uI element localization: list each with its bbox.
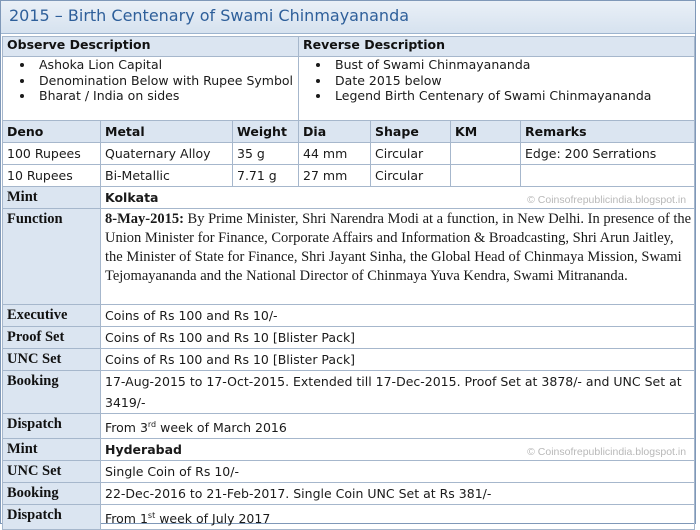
observe-header: Observe Description	[3, 37, 299, 57]
coin-shape: Circular	[371, 165, 451, 187]
dispatch-ordinal: rd	[147, 420, 157, 429]
reverse-header: Reverse Description	[299, 37, 695, 57]
mint-label: Mint	[3, 439, 101, 461]
coin-shape: Circular	[371, 143, 451, 165]
booking-label: Booking	[3, 371, 101, 414]
table-row	[3, 143, 695, 165]
page-title: 2015 – Birth Centenary of Swami Chinmayananda	[1, 1, 695, 34]
coin-dia: 27 mm	[299, 165, 371, 187]
reverse-description	[299, 57, 695, 121]
dispatch-label: Dispatch	[3, 505, 101, 530]
mint-hyderabad-cell	[101, 439, 695, 461]
column-header-deno: Deno	[3, 121, 101, 143]
function-label: Function	[3, 209, 101, 305]
coin-weight: 7.71 g	[233, 165, 299, 187]
observe-description	[3, 57, 299, 121]
booking-value: 22-Dec-2016 to 21-Feb-2017. Single Coin UNC Set at Rs 381/-	[101, 483, 695, 505]
function-description: By Prime Minister, Shri Narendra Modi at a function, in New Delhi. In presence of the Union Minister for Finance, Corporate Affairs and Information & Broadcasting, Shri Arun Jaitley, the Minister of State for Finance, Shri Jayant Sinha, the Global Head of Chinmaya Mission, Swami Tejomayananda and the National Director of Chinmaya Yuva Kendra, Swami Mitrananda.	[105, 211, 692, 284]
dispatch-post: week of March 2016	[156, 420, 287, 436]
coin-dia: 44 mm	[299, 143, 371, 165]
column-header-metal: Metal	[101, 121, 233, 143]
dispatch-value	[101, 414, 695, 439]
executive-value: Coins of Rs 100 and Rs 10/-	[101, 305, 695, 327]
mint-name: Hyderabad	[105, 442, 182, 458]
executive-label: Executive	[3, 305, 101, 327]
dispatch-value	[101, 505, 695, 530]
coin-weight: 35 g	[233, 143, 299, 165]
coin-info-table	[2, 36, 695, 530]
column-header-shape: Shape	[371, 121, 451, 143]
dispatch-post: week of July 2017	[155, 511, 271, 527]
coin-metal: Bi-Metallic	[101, 165, 233, 187]
unc-set-value: Coins of Rs 100 and Rs 10 [Blister Pack]	[101, 349, 695, 371]
coin-deno: 100 Rupees	[3, 143, 101, 165]
observe-item: • Ashoka Lion Capital	[35, 57, 298, 73]
column-header-remarks: Remarks	[521, 121, 695, 143]
dispatch-pre: From 3	[105, 420, 148, 436]
table-row	[3, 165, 695, 187]
reverse-item: • Legend Birth Centenary of Swami Chinmayananda	[331, 88, 694, 104]
column-header-km: KM	[451, 121, 521, 143]
column-header-weight: Weight	[233, 121, 299, 143]
coin-metal: Quaternary Alloy	[101, 143, 233, 165]
coin-remarks	[521, 165, 695, 187]
coin-remarks: Edge: 200 Serrations	[521, 143, 695, 165]
dispatch-label: Dispatch	[3, 414, 101, 439]
function-text	[101, 209, 695, 305]
observe-item: • Bharat / India on sides	[35, 88, 298, 104]
function-date: 8-May-2015:	[105, 211, 184, 227]
booking-label: Booking	[3, 483, 101, 505]
coin-deno: 10 Rupees	[3, 165, 101, 187]
coin-km	[451, 165, 521, 187]
coin-km	[451, 143, 521, 165]
reverse-item: • Bust of Swami Chinmayananda	[331, 57, 694, 73]
dispatch-pre: From 1	[105, 511, 148, 527]
column-header-dia: Dia	[299, 121, 371, 143]
mint-name: Kolkata	[105, 190, 159, 205]
dispatch-ordinal: st	[147, 511, 156, 521]
proof-set-label: Proof Set	[3, 327, 101, 349]
unc-set-label: UNC Set	[3, 461, 101, 483]
proof-set-value: Coins of Rs 100 and Rs 10 [Blister Pack]	[101, 327, 695, 349]
mint-label: Mint	[3, 187, 101, 209]
reverse-item: • Date 2015 below	[331, 73, 694, 89]
watermark: © Coinsofrepublicindia.blogspot.in	[527, 446, 687, 459]
booking-value: 17-Aug-2015 to 17-Oct-2015. Extended till 17-Dec-2015. Proof Set at 3878/- and UNC Set at 3419/-	[101, 371, 695, 414]
observe-item: • Denomination Below with Rupee Symbol	[35, 73, 298, 89]
mint-kolkata-cell	[101, 187, 695, 209]
unc-set-label: UNC Set	[3, 349, 101, 371]
unc-set-value: Single Coin of Rs 10/-	[101, 461, 695, 483]
watermark: © Coinsofrepublicindia.blogspot.in	[527, 194, 687, 206]
